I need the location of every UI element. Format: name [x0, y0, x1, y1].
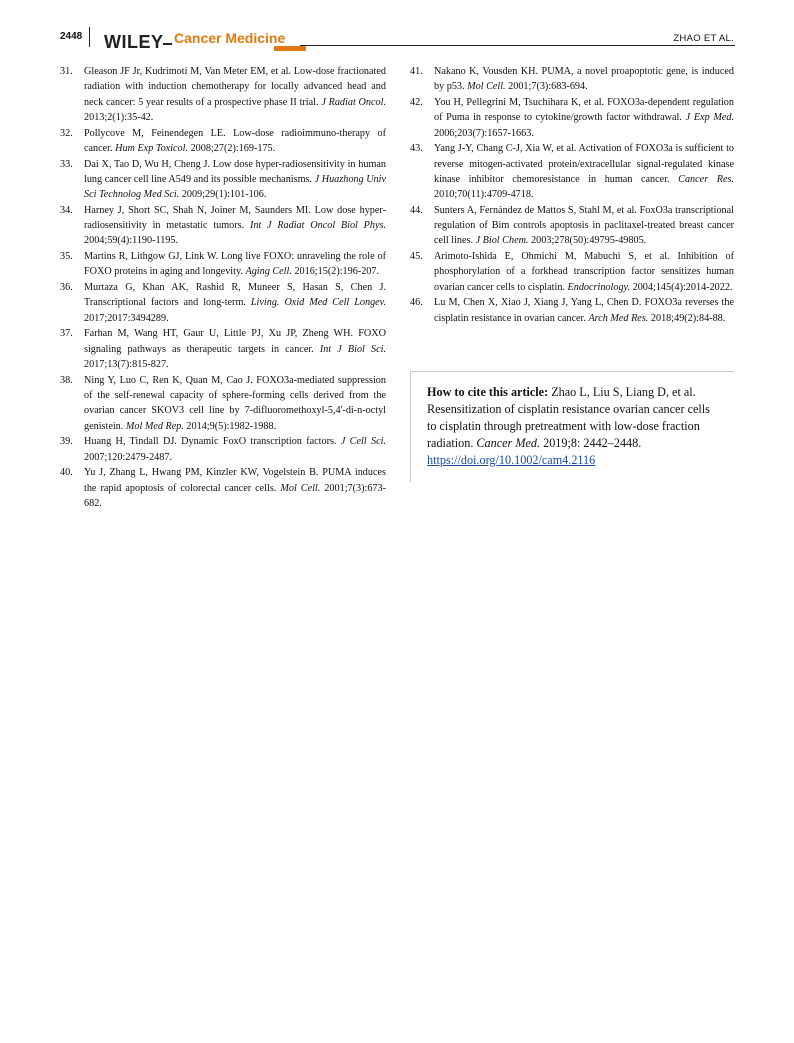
- doi-link[interactable]: https://doi.org/10.1002/cam4.2116: [427, 453, 596, 467]
- reference-text: Yu J, Zhang L, Hwang PM, Kinzler KW, Vogelstein B. PUMA induces the rapid apoptosis of colorectal cancer cells.: [84, 467, 386, 494]
- header-divider: [89, 27, 90, 47]
- citation-details: 2019;8: 2442–2448.: [543, 436, 642, 450]
- reference-details: 2003;278(50):49795-49805.: [531, 235, 647, 247]
- reference-number: 42.: [410, 96, 423, 108]
- reference-item: [60, 280, 386, 326]
- reference-journal: Mol Cell.: [280, 482, 321, 494]
- logo-dash: [163, 43, 172, 45]
- citation-text: Zhao L, Liu S, Liang D, et al. Resensitization of cisplatin resistance ovarian cancer cells to cisplatin through pretreatment with low-dose fraction radiation.: [427, 385, 710, 450]
- reference-journal: Int J Biol Sci.: [319, 343, 386, 355]
- reference-text: Dai X, Tao D, Wu H, Cheng J. Low dose hyper-radiosensitivity in human lung cancer cell line A549 and its possible mechanisms.: [84, 158, 386, 185]
- reference-number: 31.: [60, 66, 73, 77]
- reference-item: [410, 203, 734, 249]
- reference-item: [60, 465, 386, 511]
- reference-journal: J Radiat Oncol.: [321, 96, 386, 108]
- reference-number: 39.: [60, 436, 73, 448]
- reference-item: [410, 295, 734, 326]
- reference-text: You H, Pellegrini M, Tsuchihara K, et al. FOXO3a-dependent regulation of Puma in response to cytokine/growth factor withdrawal.: [434, 96, 734, 124]
- reference-journal: Living. Oxid Med Cell Longev.: [250, 297, 386, 309]
- reference-number: 45.: [410, 251, 423, 263]
- reference-number: 32.: [60, 127, 73, 139]
- journal-title: Cancer Medicine: [174, 30, 286, 46]
- reference-text: Pollycove M, Feinendegen LE. Low-dose radioimmuno-therapy of cancer.: [84, 127, 386, 154]
- reference-details: 2014;9(5):1982-1988.: [186, 420, 277, 432]
- reference-details: 2008;27(2):169-175.: [190, 142, 276, 154]
- reference-details: 2007;120:2479-2487.: [84, 451, 173, 463]
- reference-text: Ning Y, Luo C, Ren K, Quan M, Cao J. FOXO3a-mediated suppression of the self-renewal capacity of sphere-forming cells derived from the ovarian cancer SKOV3 cell line by 7-difluoromethoxyl-5,4'-di-n-octyl genistein.: [84, 374, 386, 432]
- reference-journal: Hum Exp Toxicol.: [115, 142, 189, 154]
- reference-text: Gleason JF Jr, Kudrimoti M, Van Meter EM, et al. Low-dose fractionated radiation with induction chemotherapy for locally advanced head and neck cancer: 5 year results of a prospective phase II trial.: [84, 66, 386, 108]
- reference-text: Huang H, Tindall DJ. Dynamic FoxO transcription factors.: [84, 436, 337, 448]
- reference-text: Nakano K, Vousden KH. PUMA, a novel proapoptotic gene, is induced by p53.: [434, 66, 734, 93]
- reference-item: [410, 249, 734, 295]
- reference-number: 33.: [60, 158, 73, 170]
- reference-number: 36.: [60, 282, 73, 294]
- citation-journal: Cancer Med.: [476, 436, 541, 450]
- reference-number: 40.: [60, 467, 73, 479]
- reference-text: Farhan M, Wang HT, Gaur U, Little PJ, Xu JP, Zheng WH. FOXO signaling pathways as therapeutic targets in cancer.: [84, 328, 386, 355]
- reference-details: 2010;70(11):4709-4718.: [434, 189, 534, 201]
- publisher-logo: WILEY: [104, 32, 164, 52]
- reference-journal: J Huazhong Univ Sci Technolog Med Sci.: [84, 173, 386, 201]
- reference-details: 2001;7(3):673-682.: [84, 482, 387, 509]
- reference-text: Yang J-Y, Chang C-J, Xia W, et al. Activation of FOXO3a is sufficient to reverse mitogen-activated protein/extracellular signal-regulated kinase kinase inhibitor chemoresistance in human cancer.: [434, 143, 734, 185]
- reference-text: Arimoto-Ishida E, Ohmichi M, Mabuchi S, et al. Inhibition of phosphorylation of a forkhead transcription factor sensitizes human ovarian cancer cells to cisplatin.: [434, 251, 734, 293]
- reference-item: [60, 126, 386, 157]
- page-number: 2448: [60, 31, 83, 42]
- reference-details: 2001;7(3):683-694.: [508, 81, 588, 93]
- reference-journal: Mol Cell.: [467, 81, 506, 93]
- citation-box: [410, 371, 734, 482]
- reference-item: [410, 95, 734, 141]
- reference-journal: J Exp Med.: [685, 112, 735, 124]
- reference-item: [60, 373, 386, 434]
- reference-number: 41.: [410, 66, 423, 77]
- reference-journal: Mol Med Rep.: [125, 420, 184, 432]
- reference-text: Harney J, Short SC, Shah N, Joiner M, Saunders MI. Low dose hyper-radiosensitivity in metastatic tumors.: [84, 204, 386, 232]
- reference-item: [60, 64, 386, 125]
- reference-text: Sunters A, Fernández de Mattos S, Stahl M, et al. FoxO3a transcriptional regulation of Bim controls apoptosis in paclitaxel-treated breast cancer cell lines.: [434, 204, 734, 247]
- reference-journal: Int J Radiat Oncol Biol Phys.: [249, 220, 386, 232]
- reference-text: Murtaza G, Khan AK, Rashid R, Muneer S, Hasan S, Chen J. Transcriptional factors and long-term.: [84, 282, 386, 309]
- reference-details: 2018;49(2):84-88.: [650, 312, 726, 324]
- reference-number: 43.: [410, 143, 423, 155]
- reference-item: [60, 203, 386, 249]
- header-rule: [300, 45, 735, 46]
- reference-text: Martins R, Lithgow GJ, Link W. Long live FOXO: unraveling the role of FOXO proteins in aging and longevity.: [84, 251, 386, 278]
- reference-text: Lu M, Chen X, Xiao J, Xiang J, Yang L, Chen D. FOXO3a reverses the cisplatin resistance in ovarian cancer.: [434, 297, 734, 324]
- reference-details: 2017;13(7):815-827.: [84, 358, 169, 370]
- reference-number: 37.: [60, 328, 73, 340]
- reference-number: 34.: [60, 204, 73, 216]
- reference-journal: Aging Cell.: [245, 266, 292, 278]
- reference-item: [410, 141, 734, 202]
- reference-details: 2013;2(1):35-42.: [84, 111, 154, 123]
- reference-item: [60, 157, 386, 203]
- reference-journal: Endocrinology.: [567, 281, 631, 293]
- reference-journal: J Biol Chem.: [475, 235, 529, 247]
- citation-heading: How to cite this article:: [427, 385, 549, 399]
- reference-item: [60, 249, 386, 280]
- reference-details: 2004;59(4):1190-1195.: [84, 235, 179, 247]
- reference-number: 44.: [410, 204, 423, 216]
- references-left-column: [60, 64, 386, 512]
- reference-item: [410, 64, 734, 95]
- reference-details: 2017;2017:3494289.: [84, 312, 169, 324]
- reference-details: 2006;203(7):1657-1663.: [434, 127, 534, 139]
- reference-number: 38.: [60, 374, 73, 386]
- reference-details: 2004;145(4):2014-2022.: [632, 281, 733, 293]
- reference-number: 46.: [410, 297, 423, 309]
- reference-journal: Arch Med Res.: [588, 312, 649, 324]
- page-header: [0, 0, 794, 60]
- reference-journal: Cancer Res.: [678, 173, 735, 185]
- journal-access-strip: [274, 46, 306, 51]
- running-head-authors: ZHAO ET AL.: [673, 33, 734, 44]
- reference-details: 2009;29(1):101-106.: [181, 189, 267, 201]
- references-right-column: [410, 64, 734, 326]
- reference-item: [60, 326, 386, 372]
- reference-details: 2016;15(2):196-207.: [294, 266, 380, 278]
- reference-journal: J Cell Sci.: [340, 436, 386, 448]
- reference-number: 35.: [60, 251, 73, 263]
- reference-item: [60, 434, 386, 465]
